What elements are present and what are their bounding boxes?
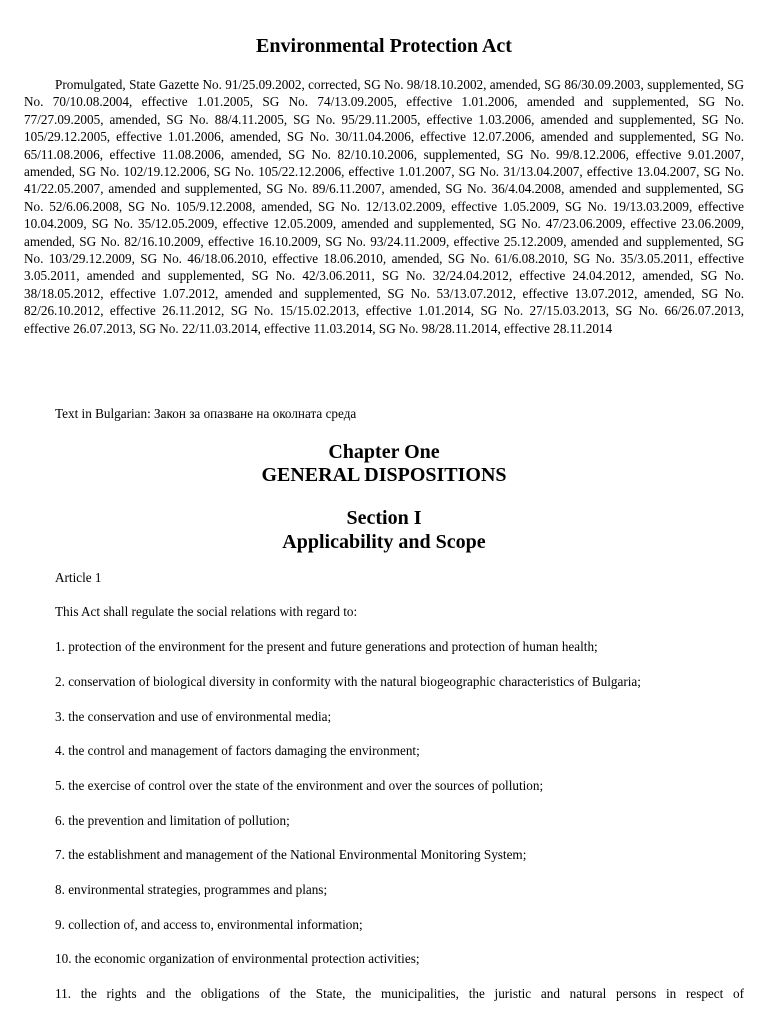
article-item: 6. the prevention and limitation of pollution;: [55, 813, 290, 828]
bulgarian-text-note: Text in Bulgarian: Закон за опазване на околната среда: [55, 406, 357, 421]
article-item: 9. collection of, and access to, environmental information;: [55, 917, 363, 932]
article-item: 11. the rights and the obligations of the State, the municipalities, the juristic and natural persons in respect of: [55, 986, 744, 1001]
article-item: 5. the exercise of control over the state of the environment and over the sources of pollution;: [55, 778, 544, 793]
article-intro: This Act shall regulate the social relations with regard to:: [55, 604, 358, 619]
section-number: Section I: [346, 507, 422, 529]
article-item: 2. conservation of biological diversity in conformity with the natural biogeographic characteristics of Bulgaria;: [55, 674, 641, 689]
article-item: 7. the establishment and management of the National Environmental Monitoring System;: [55, 847, 527, 862]
section-title: Applicability and Scope: [282, 531, 486, 553]
article-item: 10. the economic organization of environmental protection activities;: [55, 951, 420, 966]
article-item: 1. protection of the environment for the present and future generations and protection of human health;: [55, 639, 598, 654]
article-item: 3. the conservation and use of environmental media;: [55, 709, 332, 724]
article-label: Article 1: [55, 570, 102, 585]
chapter-number: Chapter One: [328, 441, 440, 463]
promulgation-paragraph: Promulgated, State Gazette No. 91/25.09.2002, corrected, SG No. 98/18.10.2002, amended, SG 86/30.09.2003, supplemented, SG No. 70/10.08.2004, effective 1.01.2005, SG No. 74/13.09.2005, effective 1.01.2006, amended and supplemented, SG No. 77/27.09.2005, amended, SG No. 88/4.11.2005, SG No. 95/29.11.2005, effective 1.03.2006, amended and supplemented, SG No. 105/29.12.2005, effective 1.01.2006, amended, SG No. 30/11.04.2006, effective 12.07.2006, amended and supplemented, SG No. 65/11.08.2006, effective 11.08.2006, amended, SG No. 82/10.10.2006, supplemented, SG No. 99/8.12.2006, effective 9.01.2007, amended, SG No. 102/19.12.2006, SG No. 105/22.12.2006, effective 1.01.2007, SG No. 31/13.04.2007, effective 13.04.2007, SG No. 41/22.05.2007, amended and supplemented, SG No. 89/6.11.2007, amended, SG No. 36/4.04.2008, amended and supplemented, SG No. 52/6.06.2008, SG No. 105/9.12.2008, amended, SG No. 12/13.02.2009, effective 1.05.2009, SG No. 19/13.03.2009, effective 10.04.2009, SG No. 35/12.05.2009, effective 12.05.2009, amended and supplemented, SG No. 47/23.06.2009, effective 23.06.2009, amended, SG No. 82/16.10.2009, effective 16.10.2009, SG No. 93/24.11.2009, effective 25.12.2009, amended and supplemented, SG No. 103/29.12.2009, SG No. 46/18.06.2010, effective 18.06.2010, amended, SG No. 61/6.08.2010, SG No. 35/3.05.2011, effective 3.05.2011, amended and supplemented, SG No. 42/3.06.2011, SG No. 32/24.04.2012, effective 24.04.2012, amended, SG No. 38/18.05.2012, effective 1.07.2012, amended and supplemented, SG No. 53/13.07.2012, effective 13.07.2012, amended, SG No. 82/26.10.2012, effective 26.11.2012, SG No. 15/15.02.2013, effective 1.01.2014, SG No. 27/15.03.2013, SG No. 66/26.07.2013, effective 26.07.2013, SG No. 22/11.03.2014, effective 11.03.2014, SG No. 98/28.11.2014, effective 28.11.2014: [24, 77, 744, 336]
article-item: 4. the control and management of factors damaging the environment;: [55, 743, 420, 758]
chapter-title: GENERAL DISPOSITIONS: [261, 464, 507, 486]
document-title: Environmental Protection Act: [256, 35, 512, 57]
article-item: 8. environmental strategies, programmes and plans;: [55, 882, 328, 897]
